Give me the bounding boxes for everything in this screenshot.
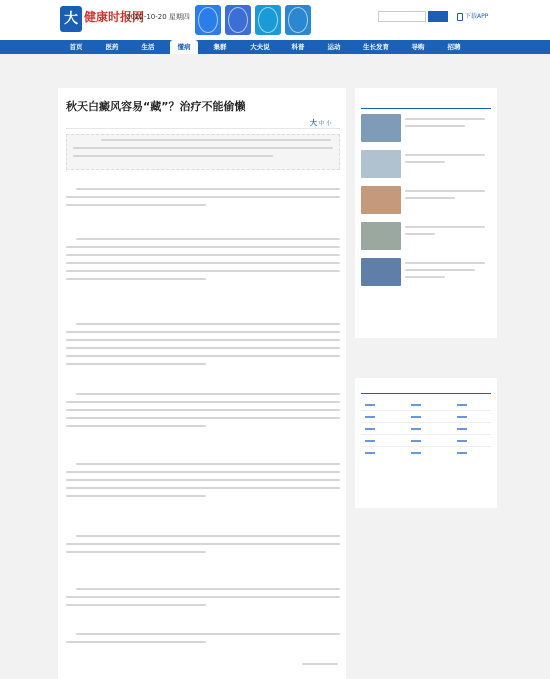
body-text-line — [66, 641, 206, 643]
search-button[interactable] — [428, 11, 448, 22]
hot-search-panel — [355, 378, 497, 508]
body-text-line — [66, 246, 340, 248]
body-text-line — [66, 417, 340, 419]
app-shortcut-1[interactable] — [195, 5, 221, 35]
title-divider — [66, 128, 340, 129]
nav-item-life[interactable]: 生活 — [141, 43, 155, 51]
body-text-line — [66, 262, 340, 264]
body-text-line — [66, 339, 340, 341]
download-app-label: 下载APP — [465, 13, 489, 20]
recommend-item[interactable] — [361, 186, 491, 218]
body-text-line — [66, 278, 206, 280]
font-size-medium[interactable]: 中 — [318, 121, 325, 127]
app-ring-icon — [258, 7, 278, 33]
recommend-panel — [355, 88, 497, 338]
recommend-caption-line — [405, 161, 445, 163]
recommend-item[interactable] — [361, 258, 491, 290]
summary-line — [73, 147, 333, 149]
nav-item-cluster[interactable]: 集群 — [213, 43, 227, 51]
hot-search-tag[interactable] — [365, 428, 375, 430]
body-text-line — [66, 479, 340, 481]
hot-search-tag[interactable] — [457, 428, 467, 430]
hot-search-tag[interactable] — [411, 452, 421, 454]
hot-search-underline — [361, 393, 491, 394]
recommend-caption-line — [405, 190, 485, 192]
recommend-caption-line — [405, 276, 445, 278]
recommend-thumbnail — [361, 150, 401, 178]
body-text-line — [66, 270, 340, 272]
nav-item-sports[interactable]: 运动 — [327, 43, 341, 51]
app-ring-icon — [198, 7, 218, 33]
hot-search-tag[interactable] — [457, 440, 467, 442]
body-text-line — [66, 543, 340, 545]
nav-item-jobs[interactable]: 招聘 — [447, 43, 461, 51]
hot-search-tag[interactable] — [365, 416, 375, 418]
logo-mark-icon: 大 — [60, 6, 82, 32]
hot-search-tag[interactable] — [457, 416, 467, 418]
hot-search-tag[interactable] — [411, 440, 421, 442]
nav-item-disease[interactable]: 懂病 — [170, 40, 198, 54]
body-text-line — [76, 588, 340, 590]
hot-search-separator — [361, 410, 491, 411]
recommend-underline — [361, 108, 491, 109]
nav-item-science[interactable]: 科普 — [291, 43, 305, 51]
recommend-caption-line — [405, 269, 475, 271]
article-summary — [66, 134, 340, 170]
recommend-caption-line — [405, 197, 455, 199]
body-text-line — [76, 238, 340, 240]
body-text-line — [66, 331, 340, 333]
download-app-link[interactable] — [457, 11, 488, 21]
hot-search-tag[interactable] — [365, 404, 375, 406]
body-text-line — [76, 323, 340, 325]
body-text-line — [76, 633, 340, 635]
summary-line — [73, 155, 273, 157]
main-nav — [0, 40, 550, 54]
body-text-line — [66, 495, 206, 497]
body-text-line — [66, 409, 340, 411]
hot-search-separator — [361, 446, 491, 447]
body-text-line — [76, 463, 340, 465]
hot-search-tag[interactable] — [411, 404, 421, 406]
app-ring-icon — [288, 7, 308, 33]
body-text-line — [66, 355, 340, 357]
body-text-line — [66, 347, 340, 349]
app-shortcut-4[interactable] — [285, 5, 311, 35]
summary-line — [101, 139, 331, 141]
nav-item-home[interactable]: 首页 — [69, 43, 83, 51]
hot-search-separator — [361, 434, 491, 435]
app-shortcut-3[interactable] — [255, 5, 281, 35]
recommend-item[interactable] — [361, 222, 491, 254]
recommend-thumbnail — [361, 258, 401, 286]
body-text-line — [66, 425, 206, 427]
body-text-line — [66, 471, 340, 473]
font-size-switch — [310, 118, 332, 128]
body-text-line — [66, 401, 340, 403]
body-text-line — [66, 604, 206, 606]
recommend-item[interactable] — [361, 150, 491, 182]
nav-item-growth[interactable]: 生长发育 — [363, 43, 389, 51]
recommend-caption-line — [405, 118, 485, 120]
recommend-item[interactable] — [361, 114, 491, 146]
recommend-thumbnail — [361, 114, 401, 142]
nav-item-doctor[interactable]: 大夫说 — [250, 43, 270, 51]
body-text-line — [66, 254, 340, 256]
body-text-line — [66, 204, 206, 206]
phone-icon — [457, 13, 463, 21]
body-text-line — [66, 363, 206, 365]
hot-search-tag[interactable] — [365, 440, 375, 442]
body-text-line — [66, 596, 340, 598]
site-logo[interactable] — [60, 6, 145, 34]
body-text-line — [76, 188, 340, 190]
logo-name: 健康时报网 — [84, 10, 145, 24]
font-size-small[interactable]: 小 — [326, 121, 332, 127]
body-text-line — [76, 535, 340, 537]
search-input[interactable] — [378, 11, 426, 22]
recommend-caption-line — [405, 233, 435, 235]
nav-item-medicine[interactable]: 医药 — [105, 43, 119, 51]
hot-search-tag[interactable] — [365, 452, 375, 454]
body-text-line — [76, 393, 340, 395]
article-title: 秋天白癜风容易“藏”？治疗不能偷懒 — [66, 100, 246, 113]
recommend-thumbnail — [361, 186, 401, 214]
body-text-line — [66, 487, 340, 489]
recommend-caption-line — [405, 262, 485, 264]
hot-search-tag[interactable] — [457, 404, 467, 406]
body-text-line — [66, 551, 206, 553]
recommend-caption-line — [405, 125, 465, 127]
article-panel — [58, 88, 346, 679]
app-ring-icon — [228, 7, 248, 33]
recommend-thumbnail — [361, 222, 401, 250]
recommend-caption-line — [405, 226, 485, 228]
hot-search-tag[interactable] — [457, 452, 467, 454]
hot-search-tag[interactable] — [411, 428, 421, 430]
recommend-caption-line — [405, 154, 485, 156]
nav-item-shopping[interactable]: 导购 — [411, 43, 425, 51]
current-date: 2022-10-20 星期四 — [126, 13, 190, 21]
body-text-line — [66, 196, 340, 198]
font-size-large[interactable]: 大 — [310, 119, 317, 127]
hot-search-tag[interactable] — [411, 416, 421, 418]
author-line — [302, 663, 338, 665]
hot-search-separator — [361, 422, 491, 423]
app-shortcut-2[interactable] — [225, 5, 251, 35]
top-bar — [0, 0, 550, 40]
